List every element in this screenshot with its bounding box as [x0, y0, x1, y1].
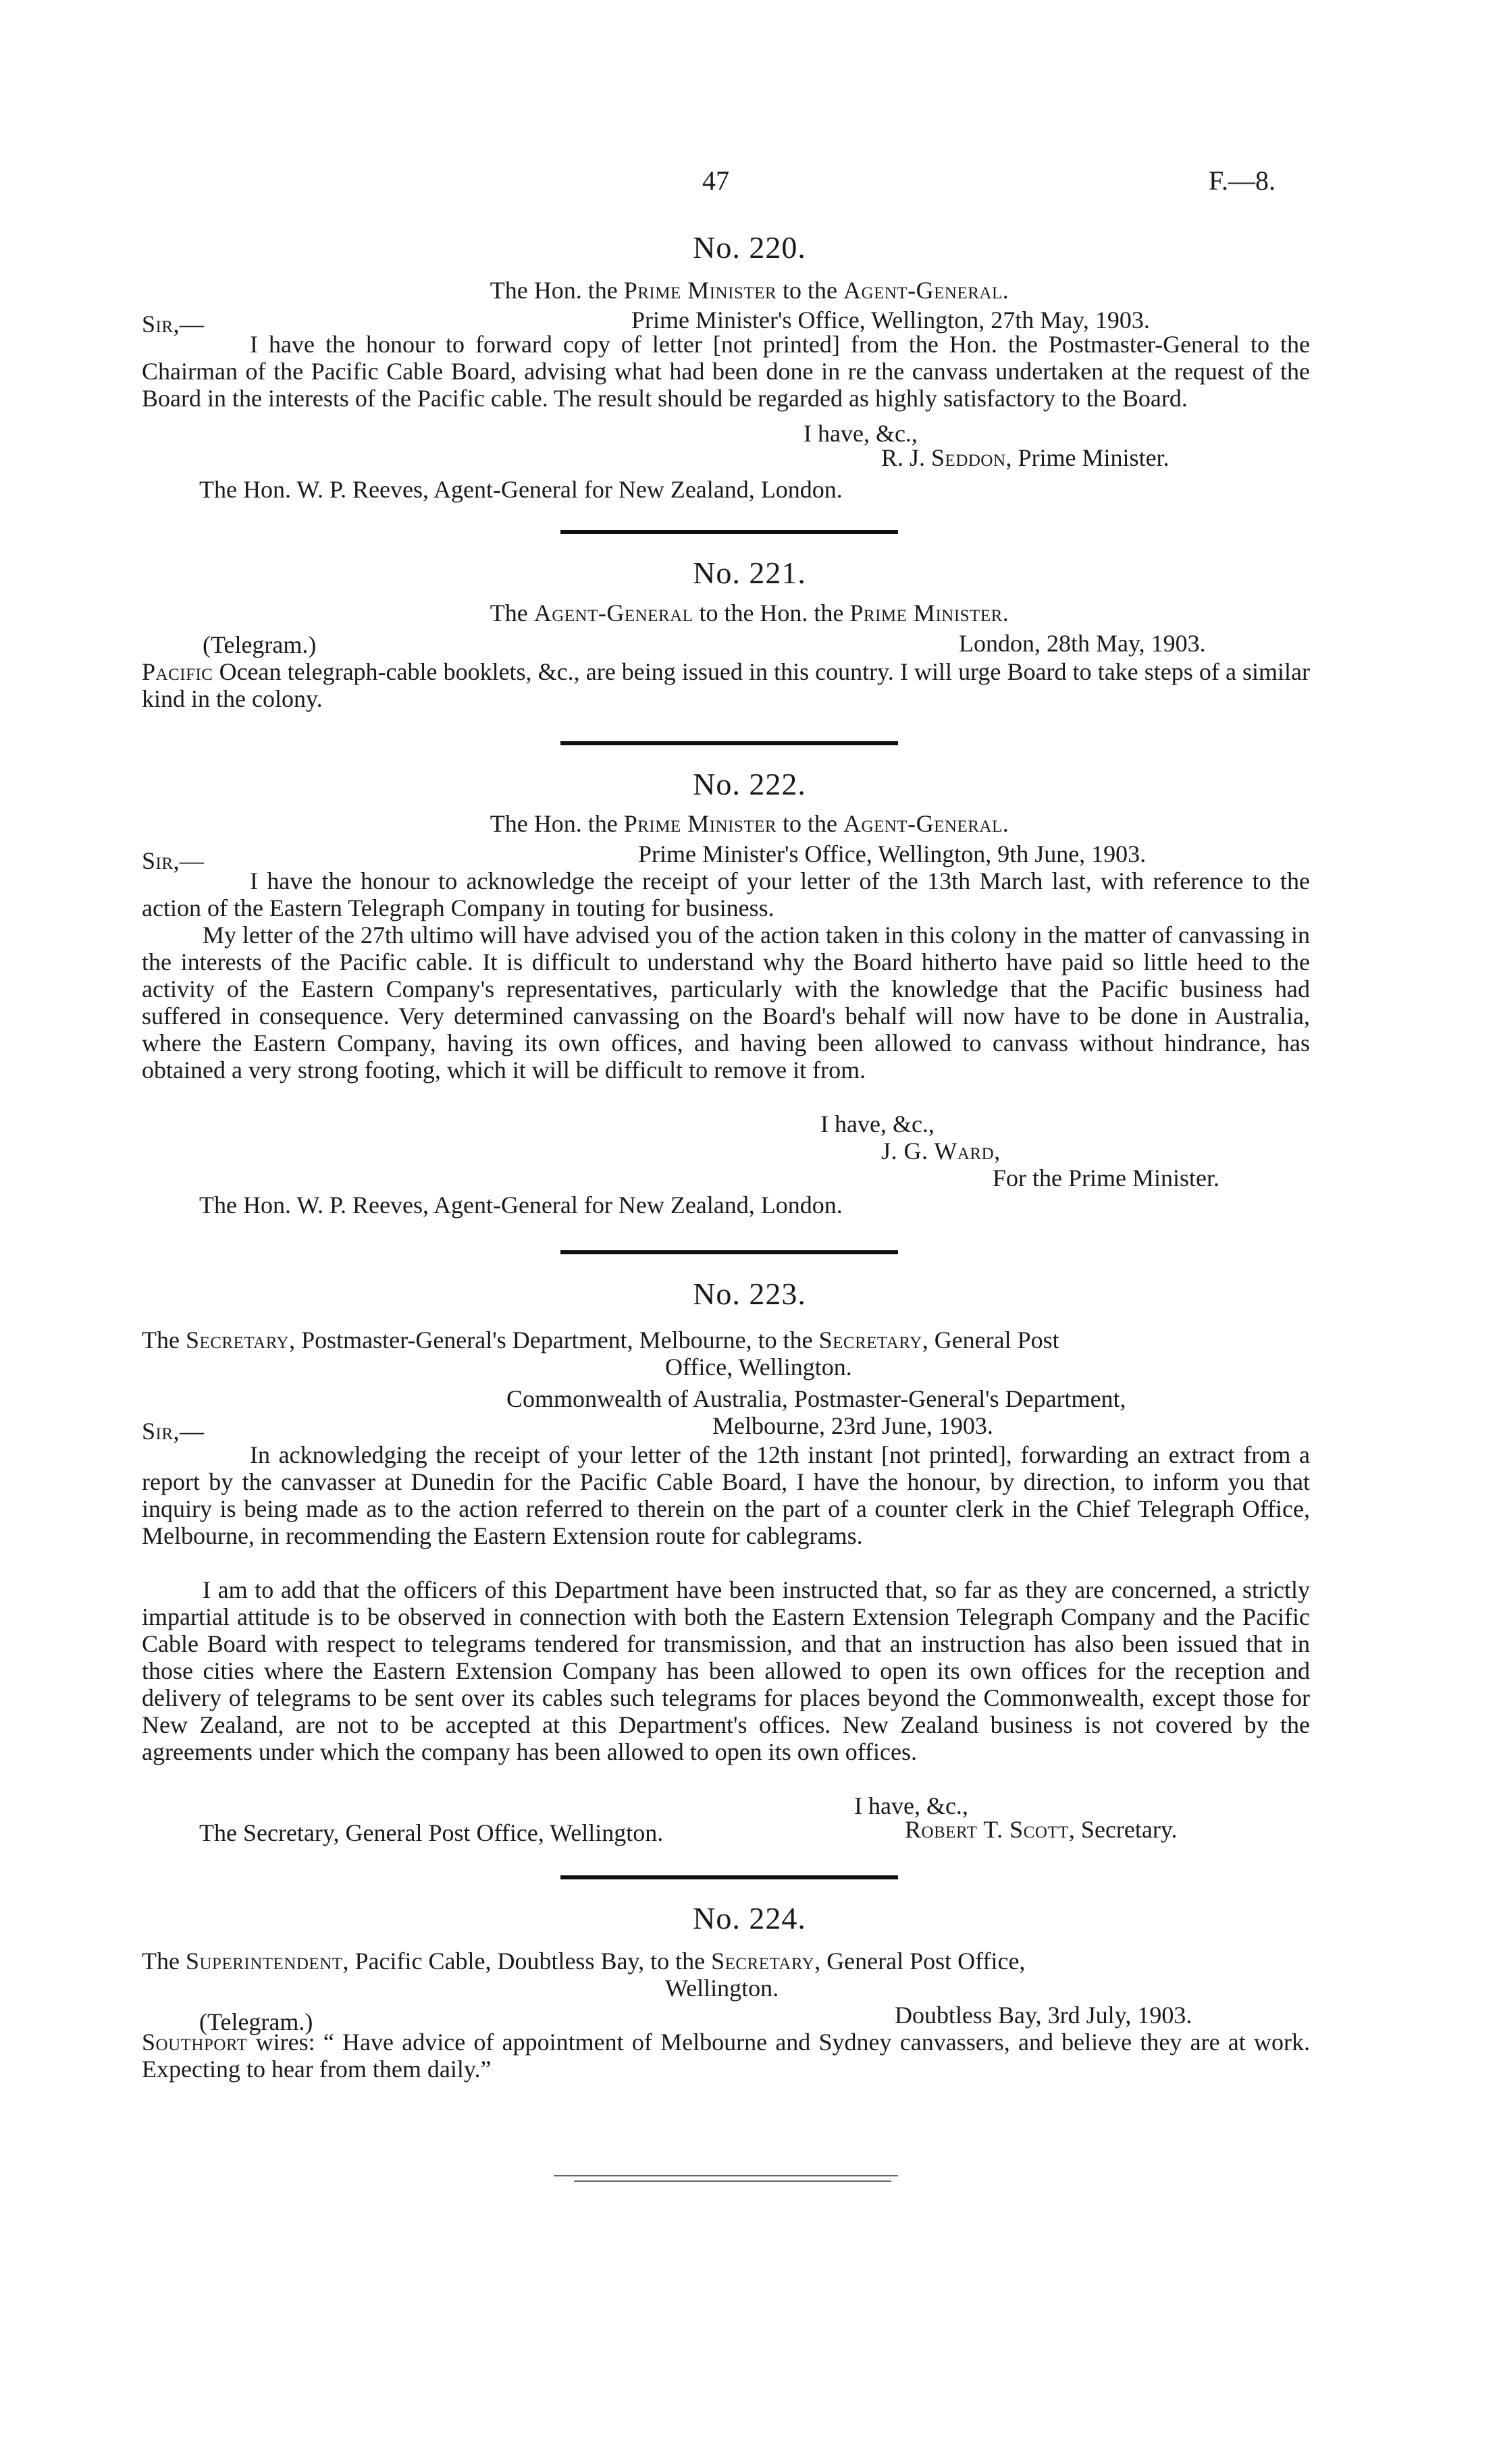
- letter-224-type: (Telegram.): [199, 2008, 313, 2035]
- letter-222-body-paragraph-1: I have the honour to acknowledge the receipt of your letter of the 13th March last, with reference to the action of the Eastern Telegraph Company in touting for business.: [142, 867, 1310, 921]
- letter-223-place-line-2: Melbourne, 23rd June, 1903.: [712, 1412, 993, 1439]
- letter-220-signature: [881, 444, 1169, 471]
- letter-221-prefix: The: [490, 599, 528, 626]
- letter-224-from-to-line-2: Wellington.: [665, 1975, 779, 2002]
- letter-223-place-line-1: Commonwealth of Australia, Postmaster-General's Department,: [506, 1385, 1126, 1412]
- letter-220-from-to: [0, 277, 1499, 304]
- page-number: 47: [702, 165, 729, 196]
- letter-number-220: No. 220.: [693, 230, 806, 265]
- letter-221-body-paragraph: [142, 658, 1310, 712]
- page-reference: F.—8.: [1209, 165, 1276, 196]
- letter-220-signature-name: Seddon: [931, 444, 1006, 471]
- section-divider: [560, 741, 898, 745]
- letter-222-addressee: The Hon. W. P. Reeves, Agent-General for New Zealand, London.: [199, 1191, 843, 1218]
- letter-224-from-to: [142, 1948, 1025, 1975]
- letter-223-closing: I have, &c.,: [854, 1792, 968, 1819]
- letter-223-signature-name: Robert T. Scott: [905, 1816, 1069, 1843]
- section-divider: [560, 1250, 898, 1254]
- letter-222-signature-name: J. G. Ward,: [881, 1137, 1001, 1164]
- letter-223-signature-title: , Secretary.: [1068, 1816, 1178, 1843]
- letter-223-from: Secretary: [185, 1327, 290, 1354]
- letter-221-body-text: Ocean telegraph-cable booklets, &c., are being issued in this country. I will urge Board to take steps of a similar kind in the colony.: [142, 658, 1310, 712]
- letter-222-body-paragraph-2: My letter of the 27th ultimo will have advised you of the action taken in this colony in the matter of canvassing in the interests of the Pacific cable. It is difficult to understand why the Board hitherto have paid so little heed to the activity of the Eastern Company's representatives, particularly with the knowledge that the Pacific business had suffered in consequence. Very determined canvassing on the Board's behalf will now have to be done in Australia, where the Eastern Company, having its own offices, and having been allowed to canvass without hindrance, has obtained a very strong footing, which it will be difficult to remove it from.: [142, 921, 1310, 1083]
- letter-222-signature-title: For the Prime Minister.: [993, 1164, 1219, 1191]
- letter-number-221: No. 221.: [693, 556, 806, 590]
- letter-221-place-date: London, 28th May, 1903.: [959, 630, 1206, 657]
- letter-222-salutation: Sir,—: [142, 847, 205, 874]
- letter-221-body-lead: Pacific: [142, 658, 213, 685]
- letter-224-from: Superintendent: [185, 1948, 343, 1975]
- letter-number-224: No. 224.: [693, 1901, 806, 1935]
- letter-221-mid: to the Hon. the: [699, 599, 844, 626]
- letter-224-suffix: , General Post Office,: [814, 1948, 1026, 1975]
- letter-223-from-to-line-2: Office, Wellington.: [665, 1354, 852, 1381]
- letter-220-body-paragraph: I have the honour to forward copy of letter [not printed] from the Hon. the Postmaster-General to the Chairman of the Pacific Cable Board, advising what had been done in re the canvass undertaken at the request of the Board in the interests of the Pacific cable. The result should be regarded as highly satisfactory to the Board.: [142, 331, 1310, 412]
- section-divider: [560, 1875, 898, 1879]
- letter-222-from: Prime Minister: [623, 810, 777, 837]
- letter-220-to: Agent-General.: [843, 277, 1009, 304]
- letter-224-place-date: Doubtless Bay, 3rd July, 1903.: [895, 2002, 1192, 2029]
- letter-number-223: No. 223.: [693, 1277, 806, 1311]
- letter-220-from: Prime Minister: [623, 277, 777, 304]
- letter-224-body-paragraph: [142, 2029, 1310, 2083]
- letter-223-to: Secretary: [818, 1327, 922, 1354]
- letter-220-place-date: Prime Minister's Office, Wellington, 27th May, 1903.: [631, 306, 1150, 333]
- letter-220-signature-initials: R. J.: [881, 444, 926, 471]
- letter-220-prefix: The Hon. the: [490, 277, 618, 304]
- letter-223-suffix: , General Post: [922, 1327, 1059, 1354]
- letter-220-salutation: Sir,—: [142, 311, 205, 338]
- letter-221-to: Prime Minister.: [849, 599, 1009, 626]
- letter-222-to: Agent-General.: [843, 810, 1009, 837]
- end-rule: [554, 2175, 898, 2176]
- letter-number-222: No. 222.: [693, 767, 806, 801]
- letter-224-body-text: wires: “ Have advice of appointment of Melbourne and Sydney canvassers, and believe they are at work. Expecting to hear from them daily.”: [142, 2029, 1310, 2083]
- end-rule: [574, 2180, 891, 2182]
- letter-222-prefix: The Hon. the: [490, 810, 618, 837]
- letter-224-to: Secretary: [711, 1948, 815, 1975]
- letter-222-from-to: [0, 810, 1499, 837]
- letter-222-mid: to the: [783, 810, 838, 837]
- letter-221-type: (Telegram.): [203, 631, 317, 658]
- letter-222-place-date: Prime Minister's Office, Wellington, 9th June, 1903.: [638, 840, 1147, 867]
- letter-223-signature: [905, 1816, 1178, 1843]
- letter-223-prefix: The: [142, 1327, 180, 1354]
- letter-221-from: Agent-General: [533, 599, 693, 626]
- letter-223-body-paragraph-1: In acknowledging the receipt of your letter of the 12th instant [not printed], forwarding an extract from a report by the canvasser at Dunedin for the Pacific Cable Board, I have the honour, by direction, to inform you that inquiry is being made as to the action referred to therein on the part of a counter clerk in the Chief Telegraph Office, Melbourne, in recommending the Eastern Extension route for cablegrams.: [142, 1441, 1310, 1549]
- letter-224-prefix: The: [142, 1948, 180, 1975]
- letter-224-body-lead: Southport: [142, 2029, 248, 2056]
- letter-220-closing: I have, &c.,: [804, 420, 918, 447]
- letter-223-mid: , Postmaster-General's Department, Melbourne, to the: [289, 1327, 813, 1354]
- letter-220-addressee: The Hon. W. P. Reeves, Agent-General for New Zealand, London.: [199, 476, 843, 503]
- letter-220-signature-title: , Prime Minister.: [1005, 444, 1169, 471]
- letter-223-from-to: [142, 1327, 1059, 1354]
- letter-223-body-paragraph-2: I am to add that the officers of this Department have been instructed that, so far as they are concerned, a strictly impartial attitude is to be observed in connection with both the Eastern Extension Telegraph Company and the Pacific Cable Board with respect to telegrams tendered for transmission, and that an instruction has also been issued that in those cities where the Eastern Extension Company has been allowed to open its own offices for the reception and delivery of telegrams to be sent over its cables such telegrams for places beyond the Commonwealth, except those for New Zealand, are not to be accepted at this Department's offices. New Zealand business is not covered by the agreements under which the company has been allowed to open its own offices.: [142, 1576, 1310, 1765]
- letter-223-addressee: The Secretary, General Post Office, Wellington.: [199, 1819, 664, 1846]
- letter-222-closing: I have, &c.,: [820, 1110, 935, 1137]
- section-divider: [560, 530, 898, 534]
- letter-221-from-to: [0, 599, 1499, 626]
- letter-223-salutation: Sir,—: [142, 1418, 205, 1445]
- letter-224-mid: , Pacific Cable, Doubtless Bay, to the: [342, 1948, 706, 1975]
- letter-220-mid: to the: [783, 277, 838, 304]
